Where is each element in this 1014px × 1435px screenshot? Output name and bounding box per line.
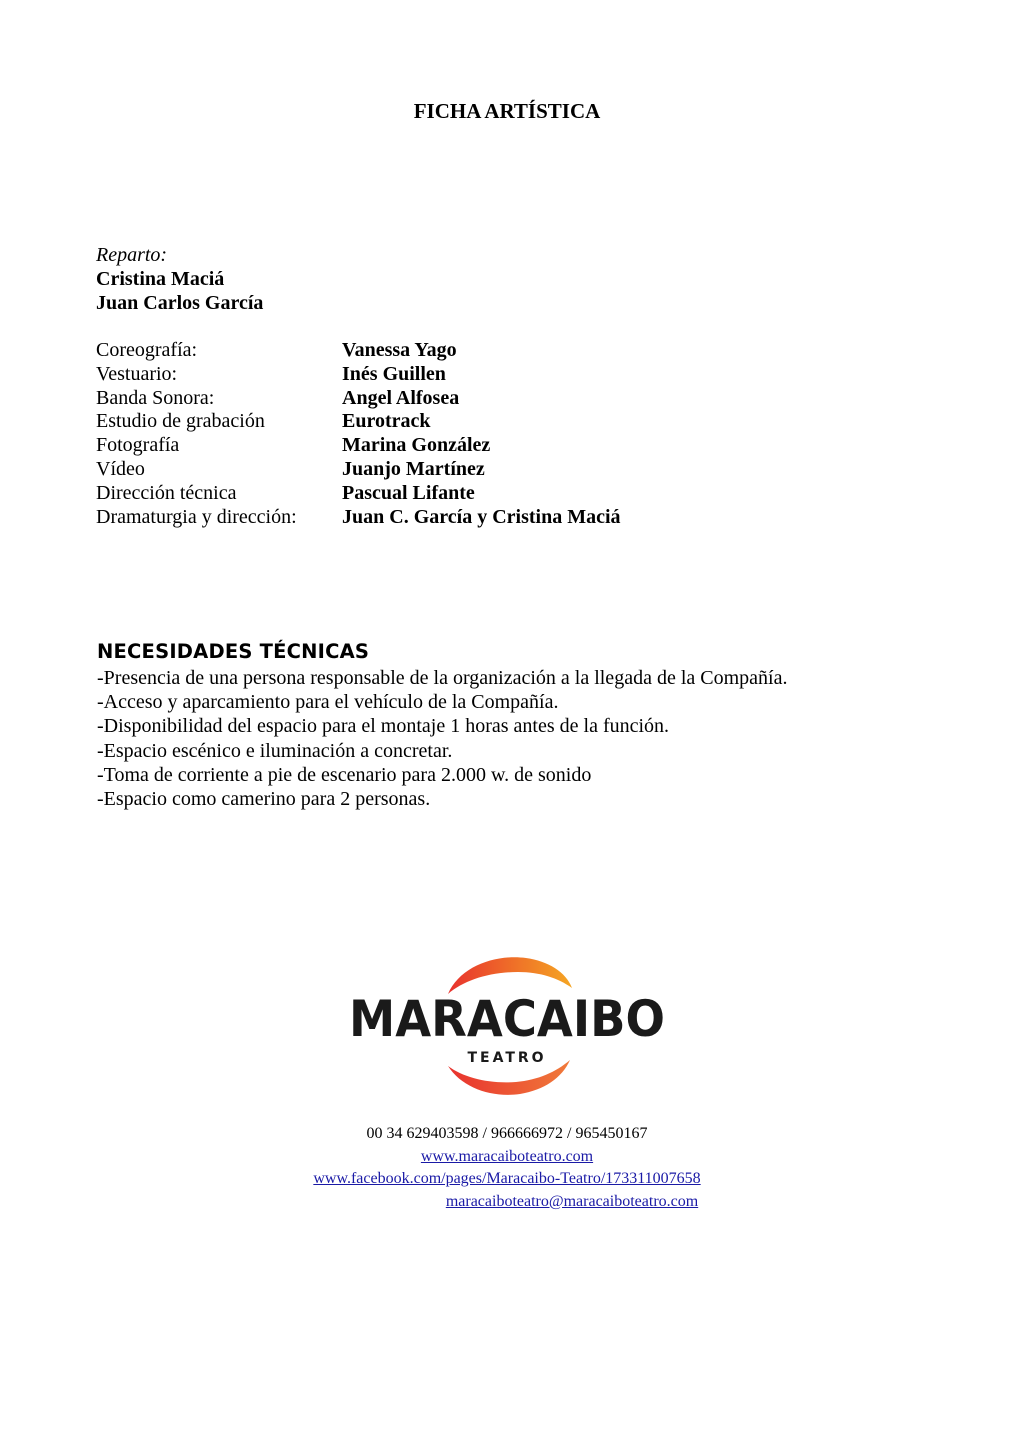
credit-row [96, 387, 621, 411]
technical-need-item: -Presencia de una persona responsable de la organización a la llegada de la Compañía. [97, 667, 788, 689]
cast-member: Cristina Maciá [96, 268, 225, 290]
cast-label: Reparto: [96, 244, 168, 266]
credit-name: Marina González [342, 434, 491, 457]
credit-name: Inés Guillen [342, 362, 446, 385]
credit-role: Fotografía [96, 434, 180, 457]
maracaibo-teatro-logo [344, 948, 670, 1100]
contact-block [0, 1123, 1014, 1213]
credit-row [96, 410, 621, 434]
credit-name: Juan C. García y Cristina Maciá [342, 505, 621, 528]
credit-role: Estudio de grabación [96, 410, 265, 433]
technical-need-item: -Disponibilidad del espacio para el montaje 1 horas antes de la función. [97, 715, 670, 738]
credit-name: Pascual Lifante [342, 481, 475, 504]
credit-row [96, 458, 621, 482]
credit-name: Eurotrack [342, 410, 431, 433]
technical-needs-heading: NECESIDADES TÉCNICAS [97, 640, 370, 663]
contact-phones: 00 34 629403598 / 966666972 / 965450167 [366, 1125, 648, 1142]
contact-email-line [0, 1191, 1014, 1214]
credit-role: Dirección técnica [96, 481, 237, 504]
credit-row [96, 506, 621, 530]
cast-member: Juan Carlos García [96, 292, 264, 314]
credit-row [96, 363, 621, 387]
facebook-link[interactable]: www.facebook.com/pages/Maracaibo-Teatro/173311007658 [313, 1170, 701, 1187]
credit-role: Vestuario: [96, 362, 178, 385]
email-link[interactable]: maracaiboteatro@maracaiboteatro.com [445, 1192, 699, 1210]
credit-name: Angel Alfosea [342, 386, 460, 409]
contact-website-line [0, 1146, 1014, 1169]
credits-list [96, 339, 621, 529]
credit-row [96, 339, 621, 363]
technical-need-item: -Espacio escénico e iluminación a concretar. [97, 739, 453, 762]
credit-role: Banda Sonora: [96, 386, 215, 409]
technical-need-item: -Espacio como camerino para 2 personas. [97, 788, 431, 811]
technical-need-item: -Toma de corriente a pie de escenario para 2.000 w. de sonido [97, 763, 592, 786]
credit-role: Vídeo [96, 457, 145, 480]
credit-name: Juanjo Martínez [342, 457, 485, 480]
logo-top-arc [448, 957, 572, 994]
website-link[interactable]: www.maracaiboteatro.com [420, 1147, 594, 1165]
credit-row [96, 482, 621, 506]
credit-row [96, 434, 621, 458]
credit-name: Vanessa Yago [342, 339, 457, 361]
contact-facebook-line [0, 1168, 1014, 1191]
cast-section [96, 243, 263, 315]
technical-needs-section [97, 638, 787, 811]
credit-role: Dramaturgia y dirección: [96, 505, 297, 528]
document-title: FICHA ARTÍSTICA [413, 99, 601, 123]
logo-subtitle: TEATRO [467, 1050, 547, 1066]
credit-role: Coreografía: [96, 339, 198, 361]
logo-name: MARACAIBO [349, 990, 665, 1048]
technical-need-item: -Acceso y aparcamiento para el vehículo de la Compañía. [97, 691, 559, 714]
logo-graphic [344, 948, 670, 1100]
